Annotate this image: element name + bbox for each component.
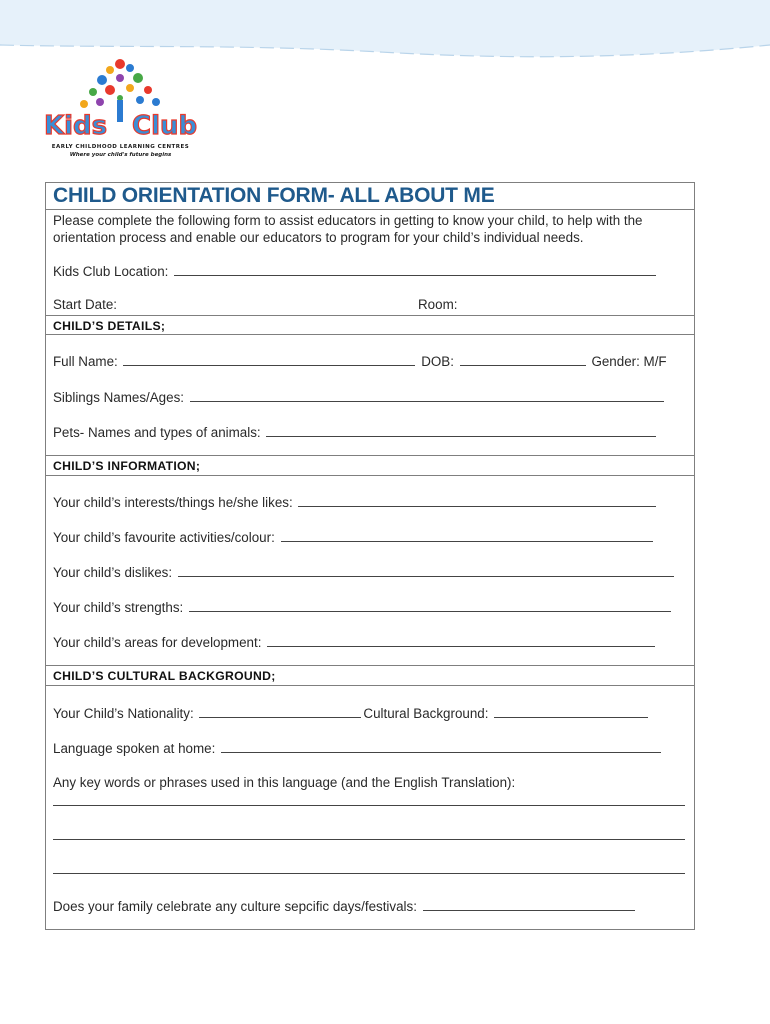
- full-name-field[interactable]: [123, 353, 415, 366]
- section-heading-details: CHILD’S DETAILS;: [53, 319, 166, 333]
- room-label: Room:: [418, 297, 458, 312]
- key-words-line-3[interactable]: [53, 873, 685, 874]
- name-row: [53, 353, 667, 369]
- language-field[interactable]: [221, 740, 661, 753]
- development-label: Your child’s areas for development:: [53, 635, 262, 650]
- activities-row: [53, 529, 655, 545]
- language-row: [53, 740, 663, 756]
- divider: [46, 315, 694, 316]
- divider: [46, 455, 694, 456]
- key-words-line-1[interactable]: [53, 805, 685, 806]
- location-label: Kids Club Location:: [53, 264, 169, 279]
- development-row: [53, 634, 657, 650]
- siblings-label: Siblings Names/Ages:: [53, 390, 184, 405]
- gender-label: Gender: M/F: [591, 354, 667, 369]
- pets-label: Pets- Names and types of animals:: [53, 425, 261, 440]
- dob-field[interactable]: [460, 353, 586, 366]
- strengths-row: [53, 599, 673, 615]
- form-intro: Please complete the following form to assist educators in getting to know your child, to help with the orientation process and enable our educators to program for your child’s individual needs.: [53, 213, 643, 245]
- key-words-label: Any key words or phrases used in this language (and the English Translation):: [53, 775, 516, 790]
- pets-field[interactable]: [266, 424, 656, 437]
- key-words-line-2[interactable]: [53, 839, 685, 840]
- strengths-field[interactable]: [189, 599, 671, 612]
- logo-subtitle: EARLY CHILDHOOD LEARNING CENTRES: [51, 144, 190, 150]
- nationality-field[interactable]: [199, 705, 361, 718]
- interests-row: [53, 494, 658, 510]
- divider: [46, 665, 694, 666]
- dislikes-label: Your child’s dislikes:: [53, 565, 173, 580]
- svg-text:Kids: Kids: [44, 111, 108, 141]
- siblings-row: [53, 389, 666, 405]
- interests-field[interactable]: [298, 494, 656, 507]
- kids-club-logo: [38, 52, 203, 170]
- nationality-label: Your Child’s Nationality:: [53, 706, 194, 721]
- full-name-label: Full Name:: [53, 354, 118, 369]
- form-title: CHILD ORIENTATION FORM- ALL ABOUT ME: [53, 184, 495, 207]
- orientation-form: [45, 182, 695, 930]
- language-label: Language spoken at home:: [53, 741, 216, 756]
- svg-text:Club: Club: [132, 111, 198, 141]
- divider: [46, 334, 694, 335]
- divider: [46, 209, 694, 210]
- cultural-background-field[interactable]: [494, 705, 648, 718]
- location-field[interactable]: [174, 263, 656, 276]
- section-heading-information: CHILD’S INFORMATION;: [53, 459, 201, 473]
- location-row: [53, 263, 658, 279]
- dislikes-row: [53, 564, 676, 580]
- section-heading-cultural: CHILD’S CULTURAL BACKGROUND;: [53, 669, 276, 683]
- dob-label: DOB:: [421, 354, 454, 369]
- cultural-background-label: Cultural Background:: [363, 706, 489, 721]
- logo-tagline: Where your child's future begins: [69, 152, 172, 158]
- divider: [46, 685, 694, 686]
- start-date-label: Start Date:: [53, 297, 118, 312]
- activities-field[interactable]: [281, 529, 653, 542]
- celebrate-field[interactable]: [423, 898, 635, 911]
- development-field[interactable]: [267, 634, 655, 647]
- celebrate-row: [53, 898, 637, 914]
- celebrate-label: Does your family celebrate any culture sepcific days/festivals:: [53, 899, 417, 914]
- divider: [46, 475, 694, 476]
- logo-graphic: [38, 52, 203, 147]
- dislikes-field[interactable]: [178, 564, 674, 577]
- interests-label: Your child’s interests/things he/she likes:: [53, 495, 293, 510]
- strengths-label: Your child’s strengths:: [53, 600, 184, 615]
- nationality-row: [53, 705, 650, 721]
- activities-label: Your child’s favourite activities/colour:: [53, 530, 275, 545]
- siblings-field[interactable]: [190, 389, 664, 402]
- pets-row: [53, 424, 658, 440]
